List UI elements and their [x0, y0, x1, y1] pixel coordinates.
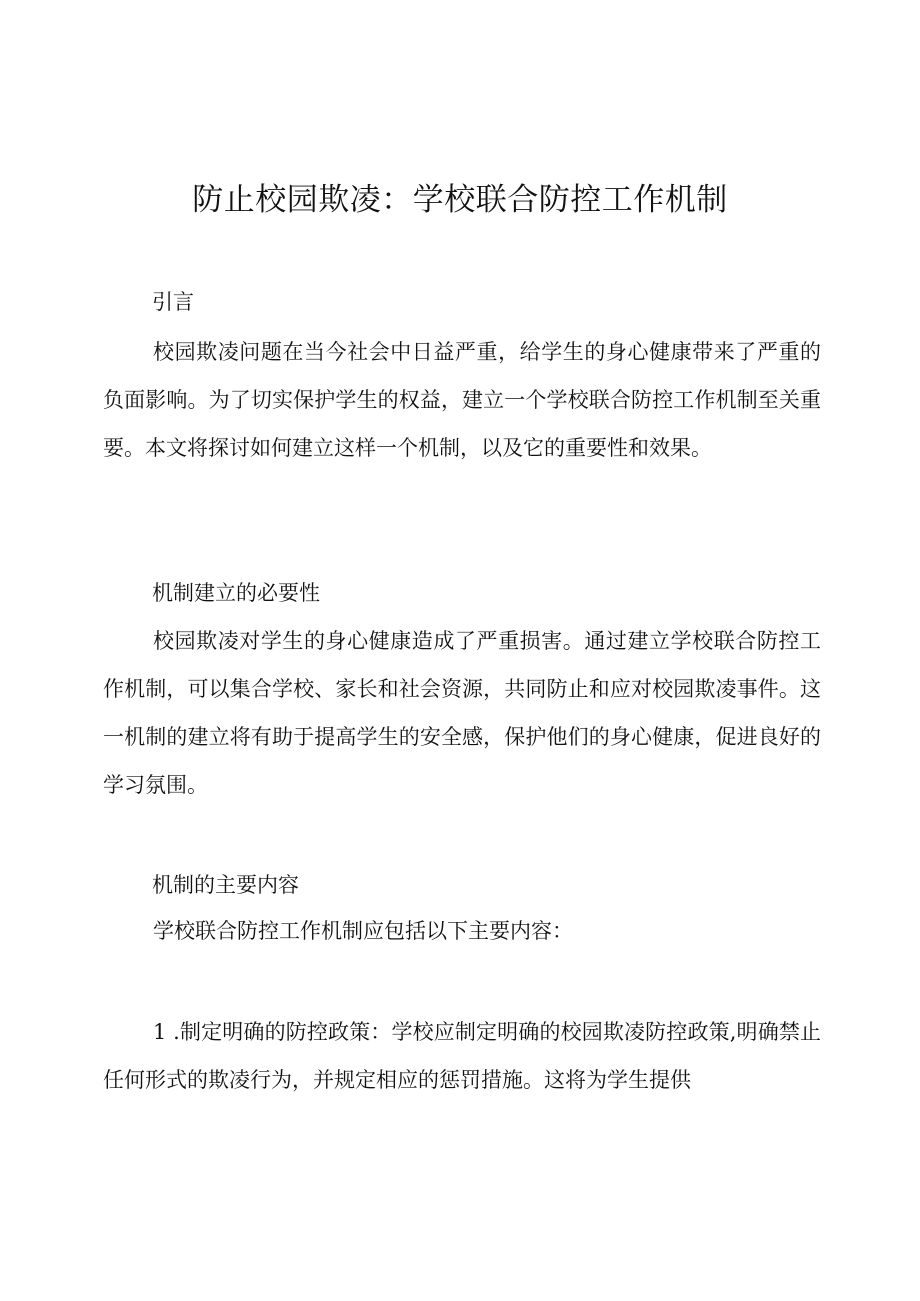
section-heading-necessity: 机制建立的必要性 — [152, 581, 320, 605]
section-paragraph-necessity: 校园欺凌对学生的身心健康造成了严重损害。通过建立学校联合防控工作机制，可以集合学校、家长和社会资源，共同防止和应对校园欺凌事件。这一机制的建立将有助于提高学生的安全感，保护他们的身心健康，促进良好的学习氛围。 — [103, 629, 821, 797]
section-paragraph-intro: 校园欺凌问题在当今社会中日益严重，给学生的身心健康带来了严重的负面影响。为了切实保护学生的权益，建立一个学校联合防控工作机制至关重要。本文将探讨如何建立这样一个机制，以及它的重要性和效果。 — [103, 340, 821, 460]
list-item: 1 .制定明确的防控政策：学校应制定明确的校园欺凌防控政策,明确禁止任何形式的欺凌行为，并规定相应的惩罚措施。这将为学生提供 — [103, 1020, 821, 1092]
section-heading-content: 机制的主要内容 — [152, 873, 299, 897]
section-paragraph-content: 学校联合防控工作机制应包括以下主要内容： — [153, 919, 573, 943]
section-heading-intro: 引言 — [152, 290, 194, 314]
document-title: 防止校园欺凌：学校联合防控工作机制 — [192, 182, 728, 218]
